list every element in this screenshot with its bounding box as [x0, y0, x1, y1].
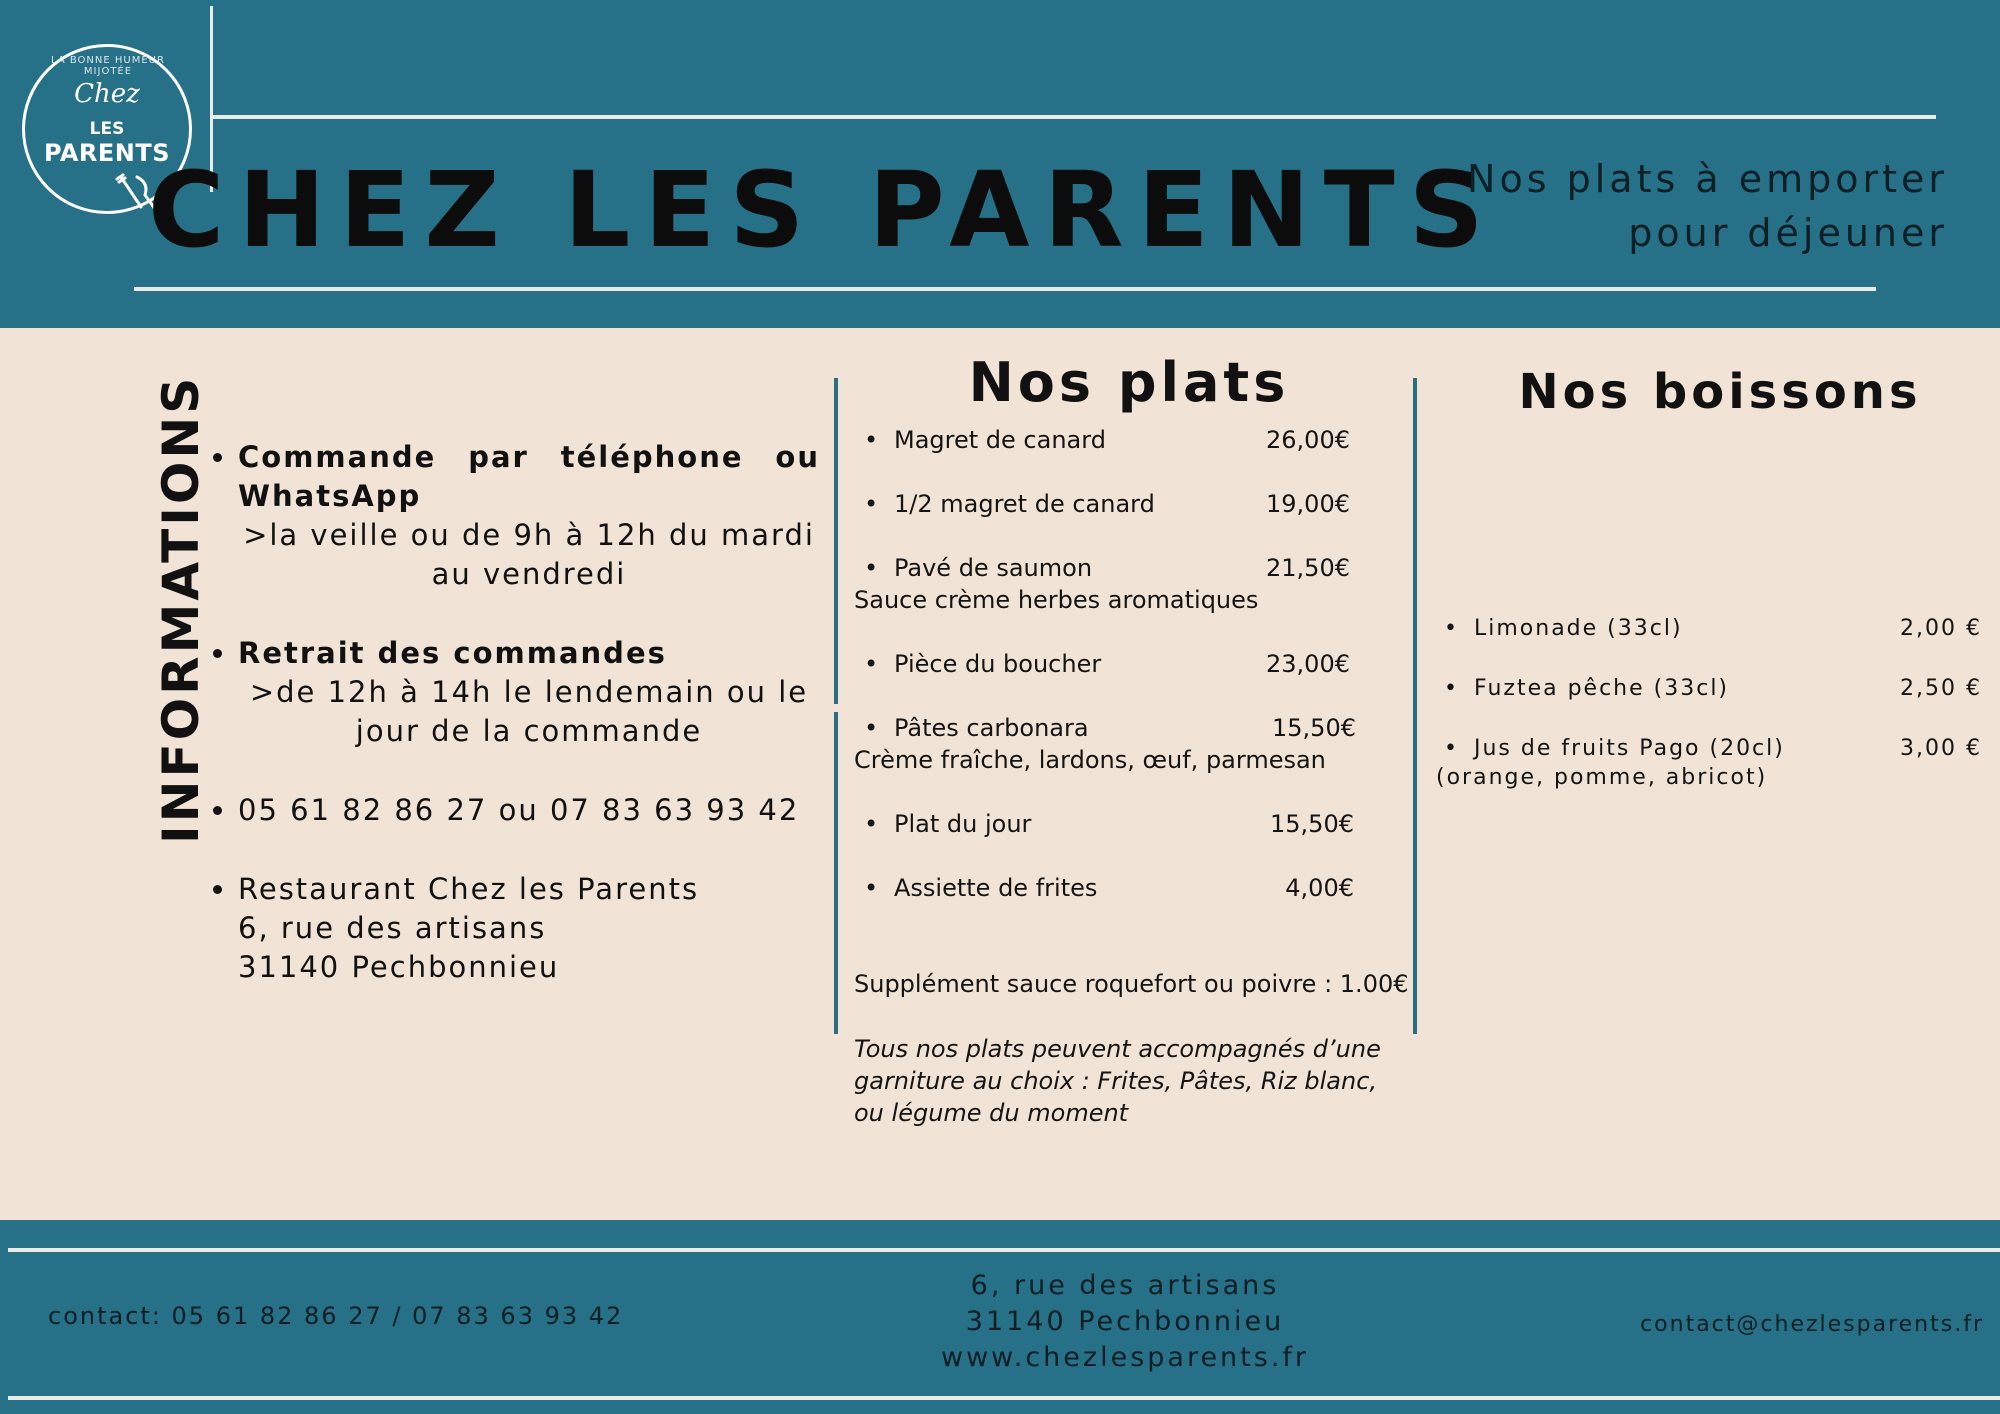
- tagline-line2: pour déjeuner: [1628, 211, 1948, 255]
- pickup-detail: >de 12h à 14h le lendemain ou le jour de la commande: [249, 675, 809, 748]
- informations-list: [200, 438, 820, 1027]
- footer-street: 6, rue des artisans: [970, 1270, 1280, 1301]
- list-item: [238, 634, 820, 751]
- header-bottom-rule: [134, 287, 1876, 291]
- dish-name: • Magret de canard: [854, 426, 1106, 454]
- drink-description: (orange, pomme, abricot): [1436, 765, 1768, 790]
- restaurant-name: • Restaurant Chez les Parents: [238, 872, 700, 906]
- phone-numbers: 05 61 82 86 27 ou 07 83 63 93 42: [238, 793, 800, 827]
- dish-price: 15,50€: [1272, 714, 1356, 742]
- logo-script-text: Chez: [74, 79, 140, 109]
- dish-name: • Pâtes carbonara: [854, 714, 1089, 742]
- footer-top-rule: [8, 1248, 2000, 1252]
- header-top-rule: [212, 115, 1936, 119]
- column-divider-left-lower: [834, 712, 838, 1034]
- menu-item: [854, 554, 1374, 614]
- drink-price: 2,50 €: [1900, 676, 1982, 701]
- footer-bottom-rule: [8, 1396, 2000, 1400]
- menu-item: [854, 426, 1374, 454]
- dish-price: 26,00€: [1266, 426, 1350, 454]
- dish-name: • Plat du jour: [854, 810, 1031, 838]
- restaurant-city: 31140 Pechbonnieu: [238, 950, 560, 984]
- menu-item: [854, 650, 1374, 678]
- informations-heading: [62, 364, 210, 844]
- dish-price: 15,50€: [1270, 810, 1354, 838]
- restaurant-street: 6, rue des artisans: [238, 911, 547, 945]
- drink-name: • Fuztea pêche (33cl): [1436, 676, 1729, 701]
- order-method-detail: >la veille ou de 9h à 12h du mardi au vendredi: [243, 518, 815, 591]
- dish-description: Crème fraîche, lardons, œuf, parmesan: [854, 746, 1326, 774]
- plats-heading: Nos plats: [968, 351, 1290, 414]
- drink-price: 2,00 €: [1900, 616, 1982, 641]
- dish-name: • 1/2 magret de canard: [854, 490, 1155, 518]
- list-item: [238, 870, 820, 987]
- dish-name: • Pavé de saumon: [854, 554, 1092, 582]
- dish-price: 4,00€: [1285, 874, 1354, 902]
- list-item: [238, 791, 820, 830]
- pickup-label: • Retrait des commandes: [238, 636, 667, 670]
- menu-item: [854, 874, 1374, 902]
- drink-item: [1436, 736, 1982, 790]
- dish-price: 23,00€: [1266, 650, 1350, 678]
- boissons-heading: Nos boissons: [1518, 364, 1922, 420]
- email-link[interactable]: contact@chezlesparents.fr: [1640, 1312, 1984, 1337]
- logo-les-text: LES: [89, 119, 125, 139]
- garnish-note: Tous nos plats peuvent accompagnés d’une garniture au choix : Frites, Pâtes, Riz blanc, ou légume du moment: [854, 1035, 1381, 1127]
- logo-arc-text: LA BONNE HUMEUR MIJOTÉE: [51, 55, 165, 77]
- restaurant-title: CHEZ LES PARENTS: [148, 149, 1498, 271]
- column-divider-left-upper: [834, 378, 838, 704]
- menu-item: [854, 810, 1374, 838]
- footer-phone-contact: contact: 05 61 82 86 27 / 07 83 63 93 42: [48, 1302, 624, 1330]
- menu-item: [854, 714, 1374, 774]
- drink-price: 3,00 €: [1900, 736, 1982, 761]
- list-item: [238, 438, 820, 594]
- sauce-supplement: Supplément sauce roquefort ou poivre : 1.00€: [854, 970, 1409, 998]
- footer-address: [900, 1268, 1350, 1376]
- drink-item: [1436, 616, 1982, 641]
- tagline-line1: Nos plats à emporter: [1467, 157, 1948, 201]
- dish-price: 19,00€: [1266, 490, 1350, 518]
- footer-city: 31140 Pechbonnieu: [965, 1306, 1285, 1337]
- order-method-label: • Commande par téléphone ou WhatsApp: [238, 440, 820, 513]
- drink-name: • Limonade (33cl): [1436, 616, 1683, 641]
- menu-item: [854, 490, 1374, 518]
- dish-description: Sauce crème herbes aromatiques: [854, 586, 1259, 614]
- drink-name: • Jus de fruits Pago (20cl): [1436, 736, 1785, 761]
- header-tagline: [1467, 152, 1948, 260]
- column-divider-right: [1413, 378, 1417, 1034]
- website-link[interactable]: www.chezlesparents.fr: [940, 1342, 1310, 1373]
- dish-name: • Pièce du boucher: [854, 650, 1101, 678]
- dish-name: • Assiette de frites: [854, 874, 1097, 902]
- dish-price: 21,50€: [1266, 554, 1350, 582]
- drink-item: [1436, 676, 1982, 701]
- informations-heading-text: INFORMATIONS: [152, 374, 210, 844]
- logo-parents-text: PARENTS: [43, 139, 171, 167]
